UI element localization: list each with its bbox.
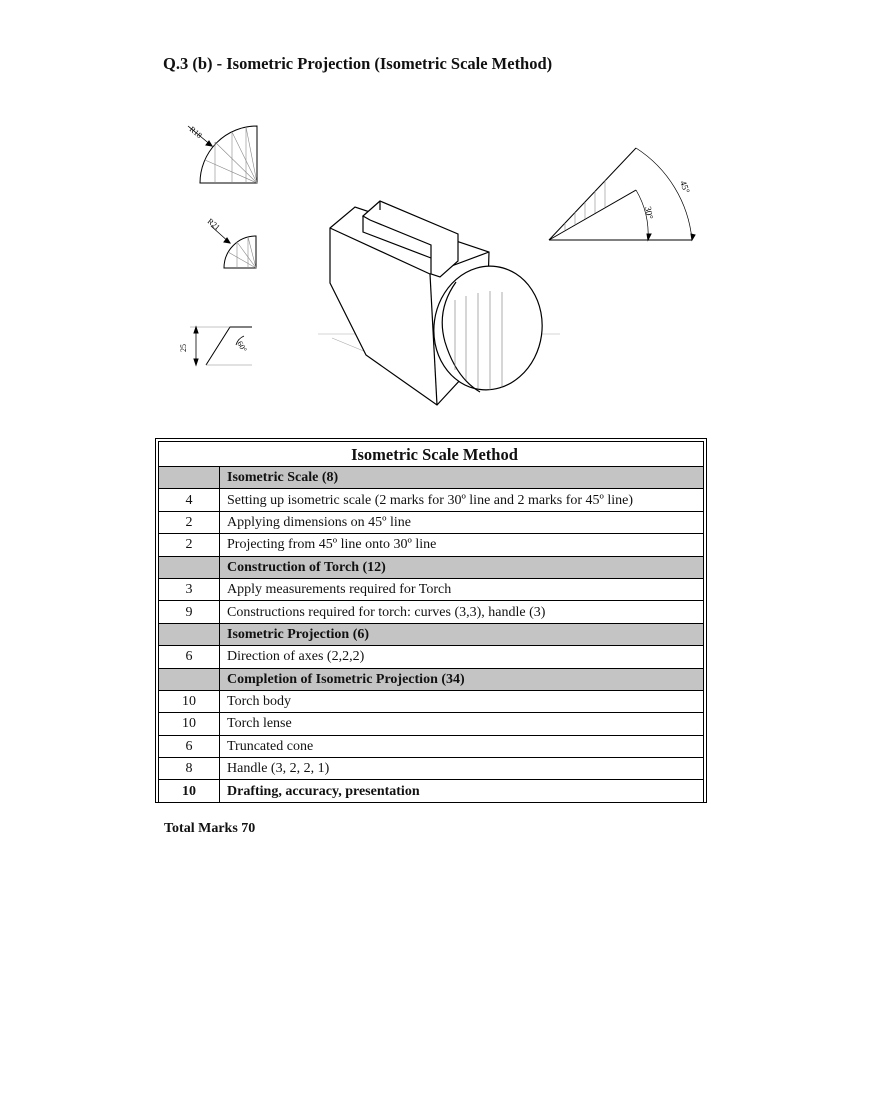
description-cell: Apply measurements required for Torch — [220, 578, 704, 600]
mark-cell: 10 — [159, 780, 220, 802]
description-cell: Projecting from 45º line onto 30º line — [220, 534, 704, 556]
isometric-scale — [549, 148, 695, 240]
mark-cell: 10 — [159, 690, 220, 712]
description-cell: Setting up isometric scale (2 marks for 30º line and 2 marks for 45º line) — [220, 489, 704, 511]
section-header-row — [159, 556, 704, 578]
table-row — [159, 758, 704, 780]
description-cell: Drafting, accuracy, presentation — [220, 780, 704, 802]
table-row — [159, 489, 704, 511]
r21-label: R21 — [205, 216, 222, 233]
mark-cell: 3 — [159, 578, 220, 600]
total-marks: Total Marks 70 — [164, 821, 256, 836]
a30-label: 30° — [643, 205, 656, 220]
mark-cell: 2 — [159, 511, 220, 533]
question-heading: Q.3 (b) - Isometric Projection (Isometric Scale Method) — [163, 54, 553, 73]
description-cell: Completion of Isometric Projection (34) — [220, 668, 704, 690]
table-row — [159, 735, 704, 757]
mark-cell: 8 — [159, 758, 220, 780]
a45-label: 45° — [678, 179, 692, 195]
mark-cell — [159, 623, 220, 645]
table-title-row — [159, 442, 704, 467]
description-cell: Isometric Scale (8) — [220, 467, 704, 489]
r18-label: R18 — [187, 124, 204, 141]
description-cell: Isometric Projection (6) — [220, 623, 704, 645]
mark-cell: 4 — [159, 489, 220, 511]
table-row — [159, 601, 704, 623]
description-cell: Direction of axes (2,2,2) — [220, 646, 704, 668]
mark-cell: 6 — [159, 646, 220, 668]
mark-cell: 2 — [159, 534, 220, 556]
mark-cell — [159, 556, 220, 578]
r18-quarter-circle — [188, 125, 257, 183]
torch-drawing — [318, 201, 560, 405]
table-row — [159, 780, 704, 802]
table-row — [159, 713, 704, 735]
marking-scheme — [155, 438, 707, 803]
description-cell: Torch body — [220, 690, 704, 712]
table-row — [159, 646, 704, 668]
section-header-row — [159, 668, 704, 690]
section-header-row — [159, 623, 704, 645]
table-row — [159, 534, 704, 556]
r21-quarter-circle — [206, 217, 256, 268]
isometric-torch-figure — [150, 100, 750, 420]
mark-cell — [159, 467, 220, 489]
table-row — [159, 578, 704, 600]
marking-scheme-rows — [159, 467, 704, 803]
description-cell: Constructions required for torch: curves (3,3), handle (3) — [220, 601, 704, 623]
mark-cell: 6 — [159, 735, 220, 757]
marking-scheme-table — [158, 441, 704, 803]
a60-label: 60° — [235, 339, 249, 354]
table-title: Isometric Scale Method — [159, 442, 704, 467]
cone-triangle — [179, 327, 252, 365]
section-header-row — [159, 467, 704, 489]
table-row — [159, 511, 704, 533]
mark-cell: 10 — [159, 713, 220, 735]
description-cell: Torch lense — [220, 713, 704, 735]
mark-cell: 9 — [159, 601, 220, 623]
description-cell: Applying dimensions on 45º line — [220, 511, 704, 533]
d25-label: 25 — [179, 344, 188, 352]
description-cell: Construction of Torch (12) — [220, 556, 704, 578]
table-row — [159, 690, 704, 712]
mark-cell — [159, 668, 220, 690]
description-cell: Truncated cone — [220, 735, 704, 757]
description-cell: Handle (3, 2, 2, 1) — [220, 758, 704, 780]
